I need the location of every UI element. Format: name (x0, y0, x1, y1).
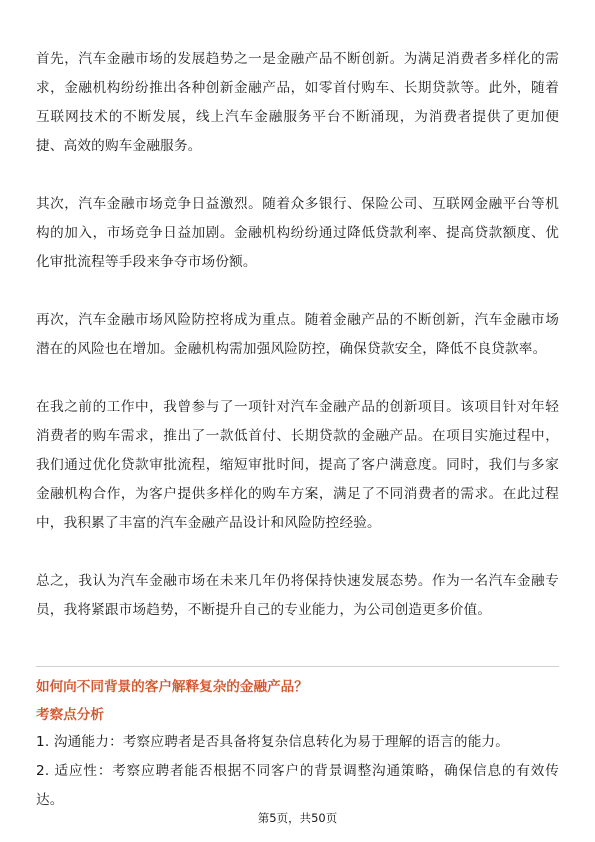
analysis-list (36, 728, 559, 815)
analysis-item-adaptability: 2. 适应性：考察应聘者能否根据不同客户的背景调整沟通策略，确保信息的有效传达。 (36, 763, 559, 808)
page-number: 第5页，共50页 (257, 811, 338, 825)
paragraph-risk: 再次，汽车金融市场风险防控将成为重点。随着金融产品的不断创新，汽车金融市场潜在的风险也在增加。金融机构需加强风险防控，确保贷款安全，降低不良贷款率。 (36, 312, 559, 357)
analysis-heading: 考察点分析 (36, 707, 104, 723)
paragraph-competition: 其次，汽车金融市场竞争日益激烈。随着众多银行、保险公司、互联网金融平台等机构的加入，市场竞争日益加剧。金融机构纷纷通过降低贷款利率、提高贷款额度、优化审批流程等手段来争夺市场份额。 (36, 196, 559, 270)
paragraph-experience: 在我之前的工作中，我曾参与了一项针对汽车金融产品的创新项目。该项目针对年轻消费者的购车需求，推出了一款低首付、长期贷款的金融产品。在项目实施过程中，我们通过优化贷款审批流程，缩短审批时间，提高了客户满意度。同时，我们与多家金融机构合作，为客户提供多样化的购车方案，满足了不同消费者的需求。在此过程中，我积累了丰富的汽车金融产品设计和风险防控经验。 (36, 399, 559, 531)
section-divider (36, 666, 559, 667)
question-heading: 如何向不同背景的客户解释复杂的金融产品？ (36, 679, 308, 695)
answer-body (36, 45, 559, 625)
analysis-item-communication: 1. 沟通能力：考察应聘者是否具备将复杂信息转化为易于理解的语言的能力。 (36, 734, 510, 750)
paragraph-trend: 首先，汽车金融市场的发展趋势之一是金融产品不断创新。为满足消费者多样化的需求，金融机构纷纷推出各种创新金融产品，如零首付购车、长期贷款等。此外，随着互联网技术的不断发展，线上汽车金融服务平台不断涌现，为消费者提供了更加便捷、高效的购车金融服务。 (36, 51, 559, 154)
paragraph-conclusion: 总之，我认为汽车金融市场在未来几年仍将保持快速发展态势。作为一名汽车金融专员，我将紧跟市场趋势，不断提升自己的专业能力，为公司创造更多价值。 (36, 573, 559, 618)
